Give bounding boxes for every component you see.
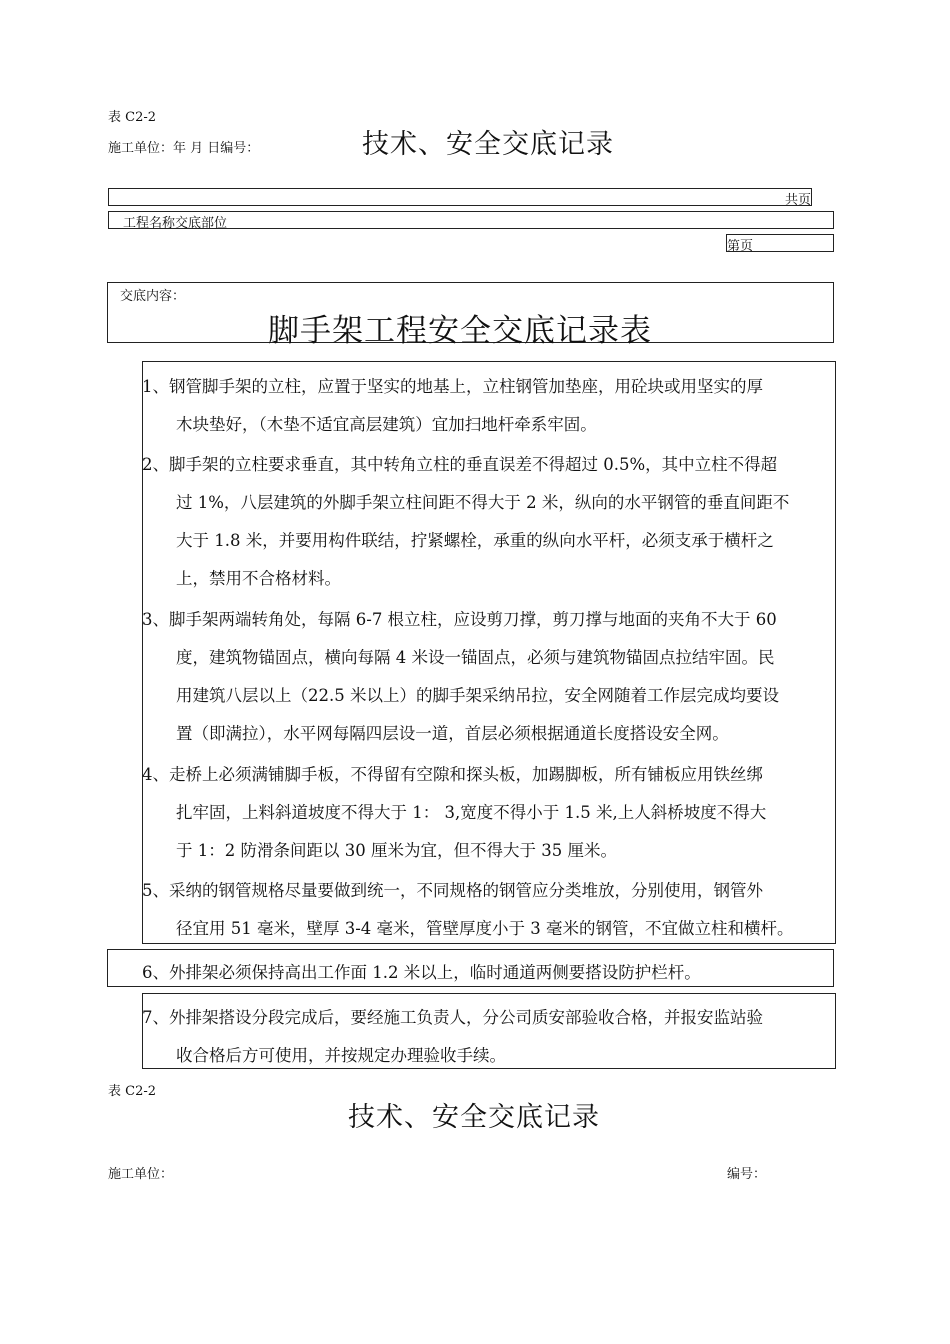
page-title: 技术、安全交底记录 (362, 129, 614, 160)
list-item (142, 446, 836, 598)
item-line: 木块垫好，（木垫不适宜高层建筑）宜加扫地杆牵系牢固。 (176, 415, 597, 434)
item-line: 用建筑八层以上（22.5 米以上）的脚手架采纳吊拉，安全网随着工作层完成均要设 (176, 686, 779, 705)
item-line: 1、钢管脚手架的立柱，应置于坚实的地基上，立柱钢管加垫座，用砼块或用坚实的厚 (142, 377, 763, 396)
project-row (108, 211, 834, 229)
item-line: 2、脚手架的立柱要求垂直，其中转角立柱的垂直误差不得超过 0.5%，其中立柱不得超 (142, 455, 778, 474)
item-line: 于 1：2 防滑条间距以 30 厘米为宜，但不得大于 35 厘米。 (176, 841, 617, 860)
list-item (142, 872, 836, 948)
number-label: 编号： (727, 1167, 767, 1182)
form-code-2: 表 C2-2 (108, 1084, 157, 1099)
list-item (142, 999, 836, 1075)
item-line: 上，禁用不合格材料。 (176, 569, 341, 588)
total-pages-row (108, 188, 812, 206)
list-item (142, 601, 836, 753)
item-line: 度，建筑物锚固点，横向每隔 4 米设一锚固点，必须与建筑物锚固点拉结牢固。民 (176, 648, 775, 667)
item-line: 5、采纳的钢管规格尽量要做到统一，不同规格的钢管应分类堆放，分别使用，钢管外 (142, 881, 763, 900)
list-item (142, 756, 836, 870)
item-line: 置（即满拉），水平网每隔四层设一道，首层必须根据通道长度搭设安全网。 (176, 724, 729, 743)
project-row-label: 工程名称交底部位 (123, 216, 228, 231)
item-line: 大于 1.8 米，并要用构件联结，拧紧螺栓，承重的纵向水平杆，必须支承于横杆之 (176, 531, 774, 550)
item-line: 6、外排架必须保持高出工作面 1.2 米以上，临时通道两侧要搭设防护栏杆。 (142, 963, 701, 982)
content-title: 脚手架工程安全交底记录表 (268, 313, 652, 349)
list-item (142, 368, 836, 444)
page-title-2: 技术、安全交底记录 (348, 1102, 600, 1133)
content-label: 交底内容： (120, 289, 186, 304)
item-line: 径宜用 51 毫米，壁厚 3-4 毫米，管壁厚度小于 3 毫米的钢管，不宜做立柱和横杆。 (176, 919, 794, 938)
page-number-label: 第页 (727, 239, 754, 254)
unit-label: 施工单位： (108, 1167, 174, 1182)
list-item (142, 954, 836, 992)
item-line: 收合格后方可使用，并按规定办理验收手续。 (176, 1046, 506, 1065)
item-line: 过 1%，八层建筑的外脚手架立柱间距不得大于 2 米，纵向的水平钢管的垂直间距不 (176, 493, 790, 512)
item-line: 4、走桥上必须满铺脚手板，不得留有空隙和探头板，加踢脚板，所有铺板应用铁丝绑 (142, 765, 763, 784)
item-line: 扎牢固，上料斜道坡度不得大于 1： 3,宽度不得小于 1.5 米,上人斜桥坡度不得大 (176, 803, 767, 822)
total-pages-label: 共页 (784, 193, 811, 208)
item-line: 3、脚手架两端转角处，每隔 6-7 根立柱，应设剪刀撑，剪刀撑与地面的夹角不大于 60 (142, 610, 777, 629)
unit-date-number-line: 施工单位：年 月 日编号： (108, 141, 260, 156)
form-code: 表 C2-2 (108, 110, 157, 125)
item-line: 7、外排架搭设分段完成后，要经施工负责人，分公司质安部验收合格，并报安监站验 (142, 1008, 763, 1027)
content-header-box (107, 282, 834, 349)
page-number-box (726, 234, 834, 252)
